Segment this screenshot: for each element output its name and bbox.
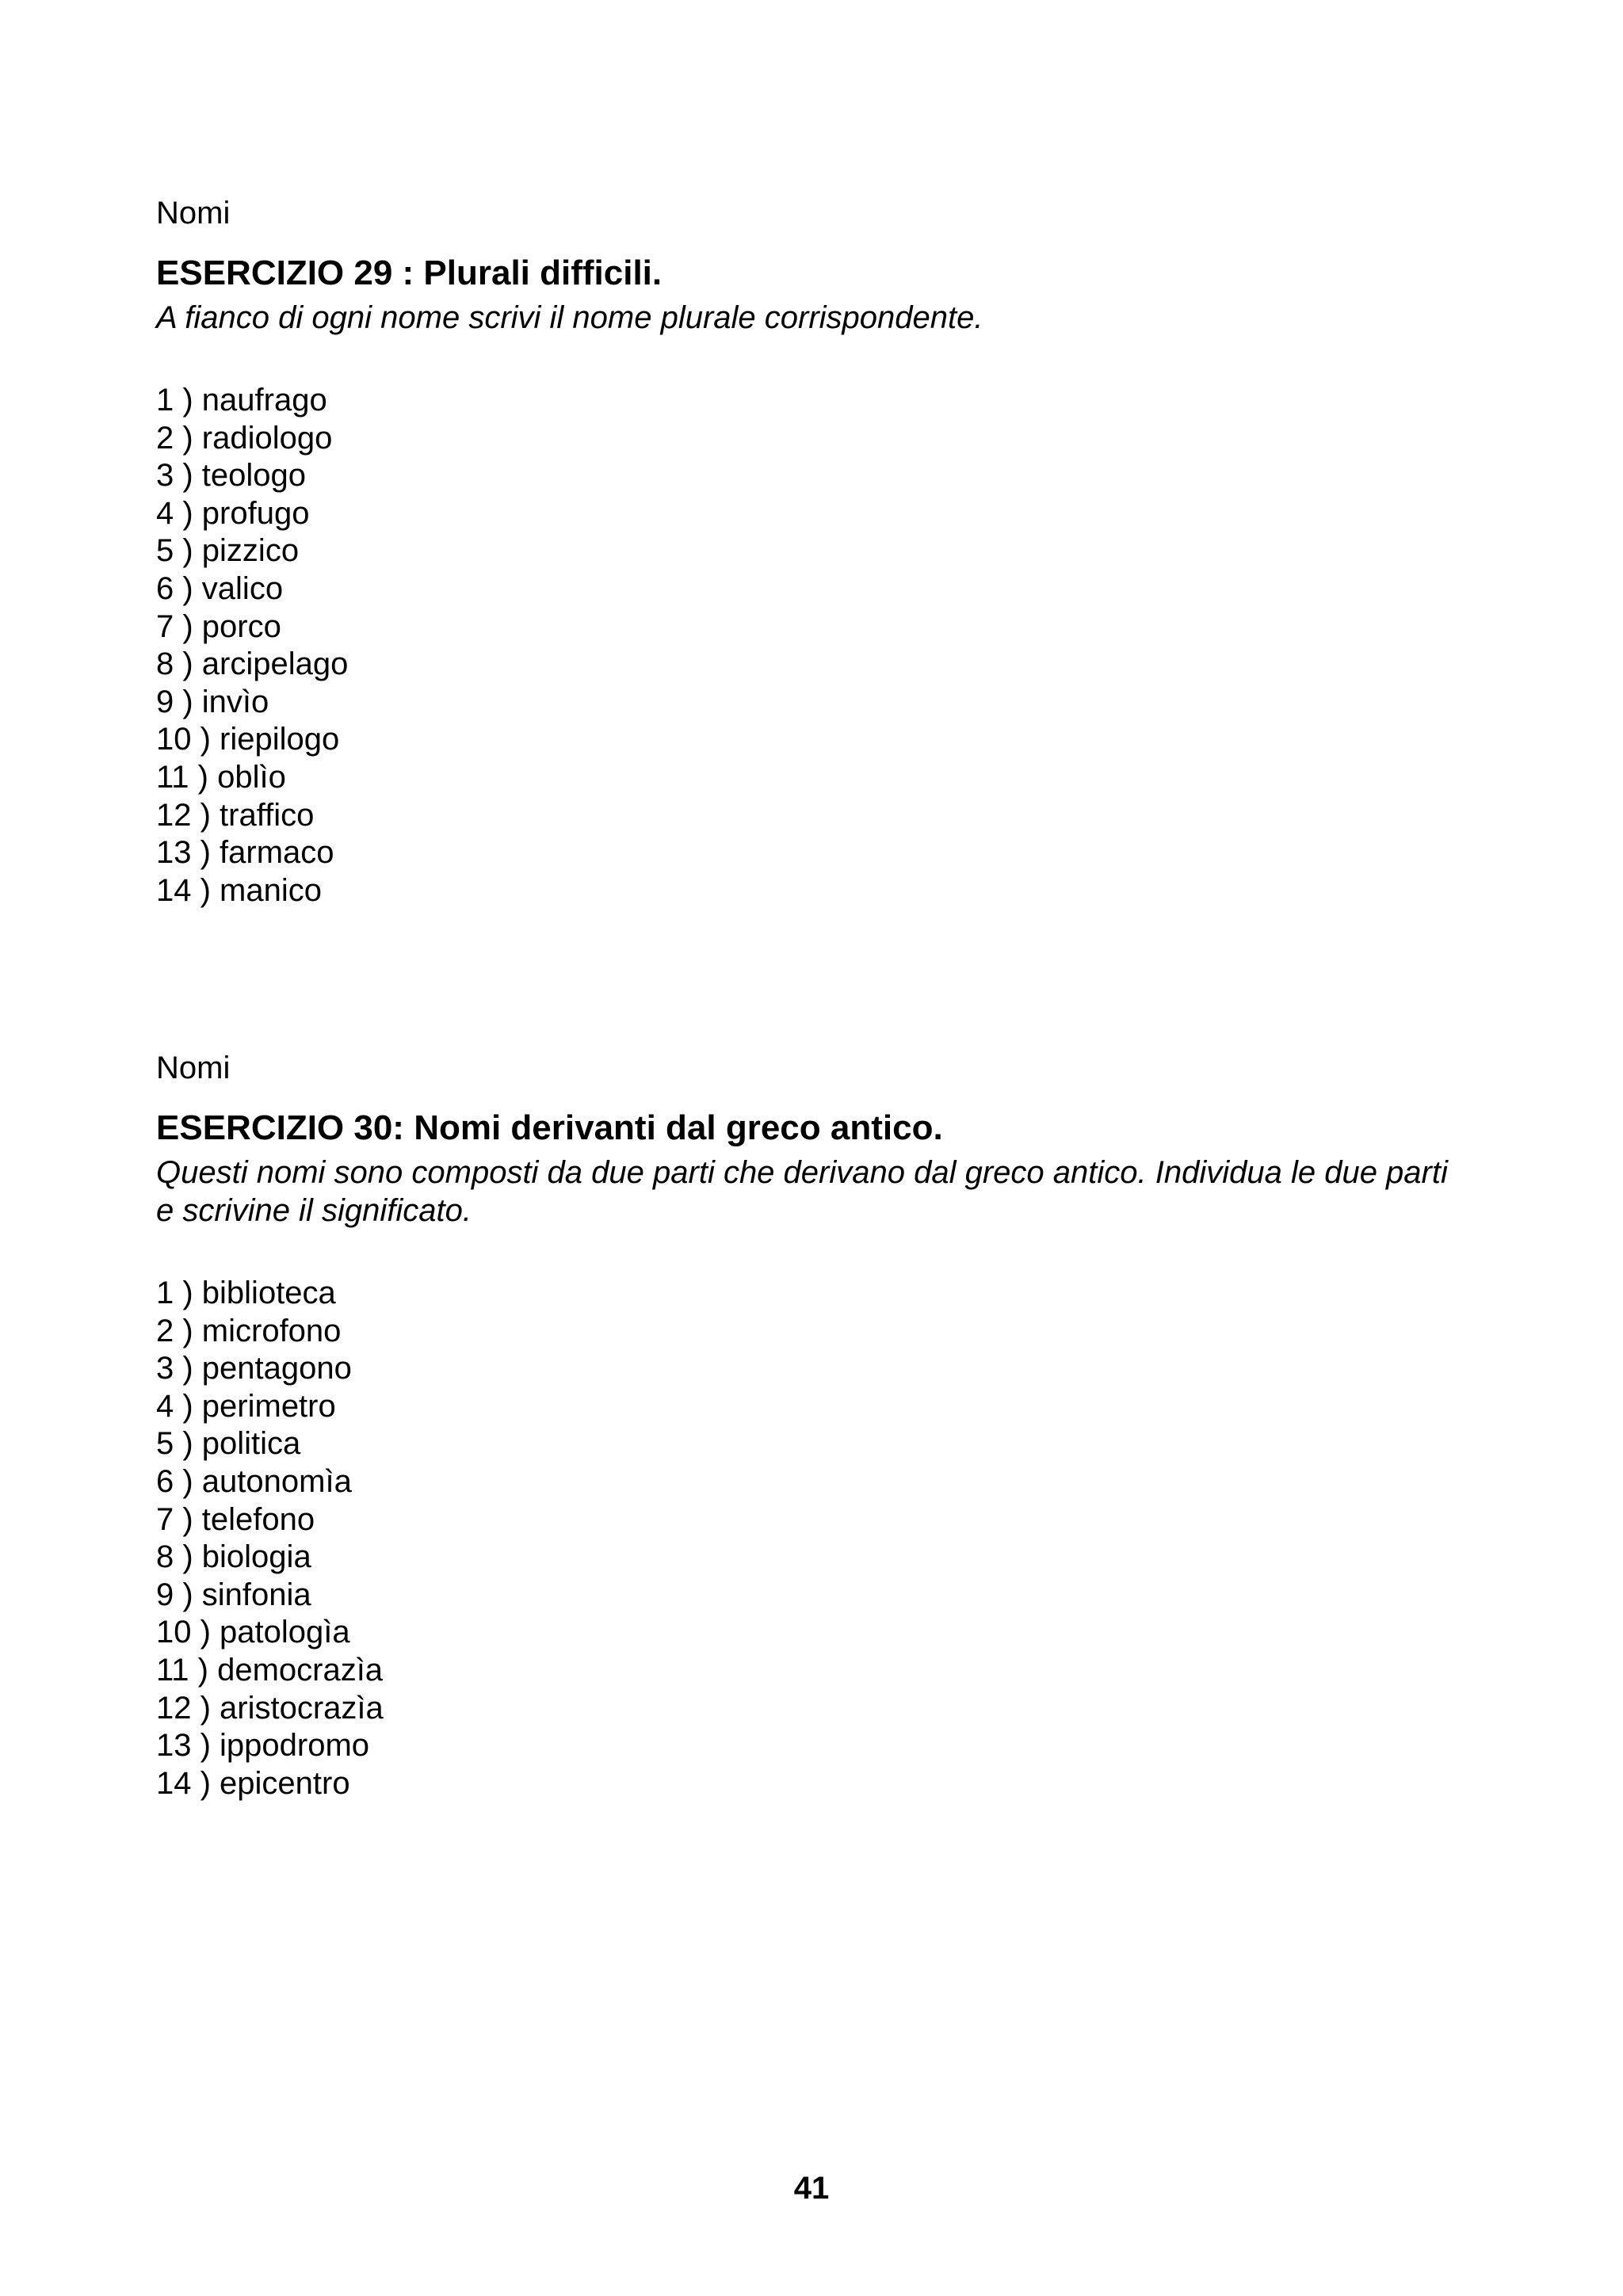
list-item: 8 ) biologia [156, 1539, 311, 1575]
list-item: 3 ) pentagono [156, 1351, 352, 1386]
list-item: 5 ) politica [156, 1426, 301, 1462]
list-item: 2 ) microfono [156, 1313, 342, 1348]
topic-label: Nomi [156, 196, 231, 231]
list-item: 12 ) traffico [156, 797, 315, 833]
list-item: 1 ) naufrago [156, 383, 327, 418]
list-item: 13 ) farmaco [156, 835, 334, 871]
list-item: 5 ) pizzico [156, 533, 300, 569]
exercise-item-list [156, 382, 1464, 910]
exercise-item-list [156, 1275, 1464, 1802]
list-item: 14 ) manico [156, 872, 322, 908]
exercise-29-section [156, 194, 1464, 910]
list-item: 7 ) telefono [156, 1501, 315, 1537]
list-item: 7 ) porco [156, 608, 281, 644]
exercise-title: ESERCIZIO 30: Nomi derivanti dal greco antico. [156, 1108, 943, 1147]
list-item: 11 ) oblìo [156, 759, 286, 795]
list-item: 6 ) valico [156, 570, 284, 606]
list-item: 6 ) autonomìa [156, 1463, 352, 1499]
list-item: 1 ) biblioteca [156, 1276, 336, 1310]
list-item: 3 ) teologo [156, 458, 307, 494]
list-item: 13 ) ippodromo [156, 1728, 370, 1764]
list-item: 9 ) invìo [156, 684, 269, 719]
list-item: 4 ) profugo [156, 495, 310, 531]
list-item: 14 ) epicentro [156, 1765, 350, 1801]
list-item: 12 ) aristocrazìa [156, 1690, 384, 1726]
list-item: 2 ) radiologo [156, 420, 333, 456]
list-item: 9 ) sinfonia [156, 1577, 311, 1612]
list-item: 10 ) patologìa [156, 1615, 350, 1650]
list-item: 4 ) perimetro [156, 1388, 336, 1424]
list-item: 8 ) arcipelago [156, 646, 349, 682]
exercise-instructions: Questi nomi sono composti da due parti che derivano dal greco antico. Individua le due parti e scrivine il significato. [156, 1155, 1448, 1228]
page-number: 41 [793, 2171, 830, 2206]
exercise-instructions: A fianco di ogni nome scrivi il nome plurale corrispondente. [156, 300, 983, 335]
list-item: 11 ) democrazìa [156, 1652, 384, 1688]
list-item: 10 ) riepilogo [156, 722, 340, 757]
exercise-30-section [156, 1049, 1464, 1802]
exercise-title: ESERCIZIO 29 : Plurali difficili. [156, 254, 663, 292]
topic-label: Nomi [156, 1051, 231, 1085]
